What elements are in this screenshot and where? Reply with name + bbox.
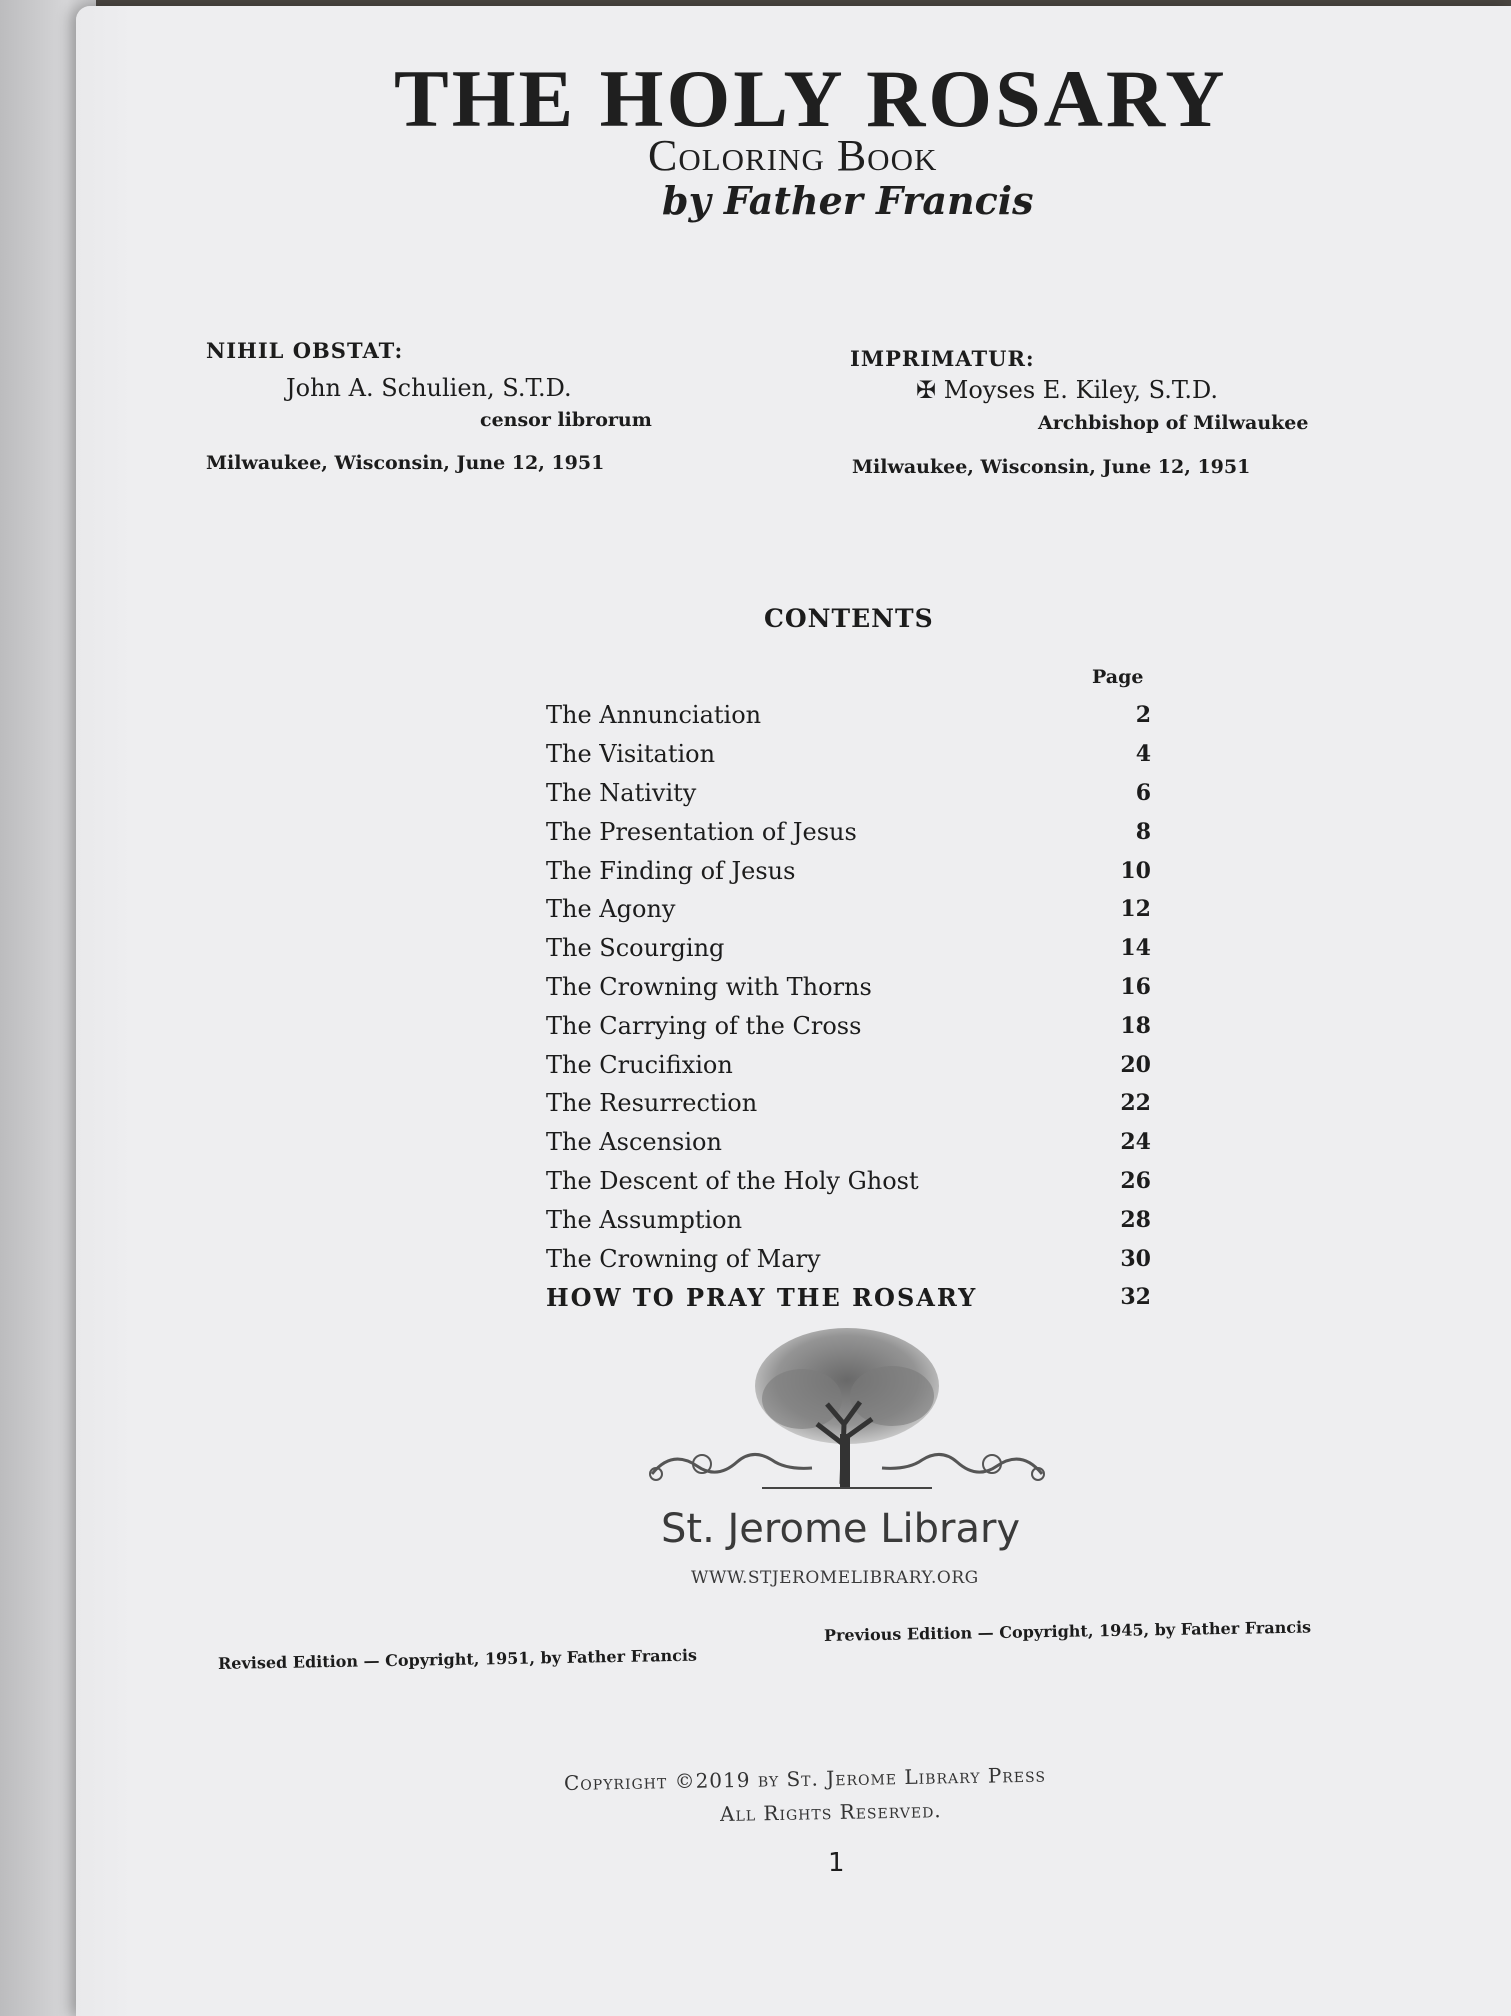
toc-entry-title: The Crucifixion <box>546 1050 733 1079</box>
rights-reserved-line: All Rights Reserved. <box>719 1798 942 1826</box>
toc-entry-title: The Assumption <box>546 1205 743 1234</box>
table-of-contents <box>546 696 1151 1317</box>
toc-entry <box>546 1239 1151 1278</box>
book-title: THE HOLY ROSARY <box>394 53 1228 144</box>
toc-entry-title: The Nativity <box>546 778 697 807</box>
toc-entry-page: 4 <box>1135 741 1151 768</box>
toc-entry-title: The Presentation of Jesus <box>546 817 857 846</box>
toc-entry <box>546 1162 1151 1201</box>
book-subtitle: Coloring Book <box>648 131 938 180</box>
library-name: St. Jerome Library <box>661 1506 1021 1552</box>
imprimatur-label: IMPRIMATUR: <box>850 346 1035 371</box>
toc-entry <box>546 1278 1151 1317</box>
nihil-obstat-place-date: Milwaukee, Wisconsin, June 12, 1951 <box>206 452 605 474</box>
previous-edition-note: Previous Edition — Copyright, 1945, by Father Francis <box>823 1617 1312 1645</box>
toc-entry-title: The Crowning of Mary <box>546 1244 821 1273</box>
toc-entry-page: 24 <box>1120 1129 1151 1156</box>
toc-entry <box>546 968 1151 1007</box>
toc-entry-title: The Finding of Jesus <box>546 856 796 885</box>
toc-entry <box>546 735 1151 774</box>
toc-entry-page: 22 <box>1120 1090 1151 1117</box>
toc-entry-page: 20 <box>1120 1051 1151 1078</box>
toc-entry <box>546 1006 1151 1045</box>
toc-entry-page: 12 <box>1120 896 1151 923</box>
library-url: WWW.STJEROMELIBRARY.ORG <box>691 1568 979 1588</box>
revised-edition-note: Revised Edition — Copyright, 1951, by Father Francis <box>217 1645 698 1673</box>
toc-entry-title: The Ascension <box>546 1128 722 1157</box>
toc-entry-title: The Annunciation <box>546 701 762 730</box>
toc-entry-page: 14 <box>1120 935 1151 962</box>
toc-entry <box>546 774 1151 813</box>
toc-entry-page: 2 <box>1135 702 1151 729</box>
page-number: 1 <box>828 1848 845 1878</box>
toc-entry-title: HOW TO PRAY THE ROSARY <box>546 1282 978 1312</box>
nihil-obstat-role: censor librorum <box>480 409 652 431</box>
imprimatur-role: Archbishop of Milwaukee <box>1038 412 1309 434</box>
page-column-heading: Page <box>1092 666 1144 688</box>
book-author: by Father Francis <box>662 178 1034 223</box>
toc-entry-title: The Agony <box>546 895 676 924</box>
toc-entry-page: 10 <box>1120 857 1151 884</box>
imprimatur-place-date: Milwaukee, Wisconsin, June 12, 1951 <box>852 456 1251 478</box>
toc-entry-page: 16 <box>1120 973 1151 1000</box>
toc-entry-page: 26 <box>1120 1167 1151 1194</box>
toc-entry-title: The Crowning with Thorns <box>546 972 872 1001</box>
imprimatur-name: ✠ Moyses E. Kiley, S.T.D. <box>916 376 1219 404</box>
toc-entry-page: 8 <box>1135 818 1151 845</box>
toc-entry-page: 28 <box>1120 1206 1151 1233</box>
toc-entry <box>546 890 1151 929</box>
toc-entry-title: The Visitation <box>546 740 716 769</box>
nihil-obstat-label: NIHIL OBSTAT: <box>206 338 404 363</box>
nihil-obstat-name: John A. Schulien, S.T.D. <box>286 374 572 402</box>
toc-entry-title: The Descent of the Holy Ghost <box>546 1166 919 1195</box>
toc-entry-title: The Resurrection <box>546 1089 758 1118</box>
toc-entry-title: The Scourging <box>546 934 725 963</box>
toc-entry <box>546 1045 1151 1084</box>
toc-entry-title: The Carrying of the Cross <box>546 1011 862 1040</box>
toc-entry <box>546 1123 1151 1162</box>
toc-entry-page: 30 <box>1120 1245 1151 1272</box>
toc-entry <box>546 1084 1151 1123</box>
toc-entry-page: 6 <box>1135 779 1151 806</box>
toc-entry <box>546 851 1151 890</box>
toc-entry-page: 18 <box>1120 1012 1151 1039</box>
contents-heading: CONTENTS <box>764 604 934 633</box>
tree-icon <box>642 1324 1052 1499</box>
toc-entry <box>546 1200 1151 1239</box>
toc-entry <box>546 929 1151 968</box>
toc-entry <box>546 696 1151 735</box>
toc-entry-page: 32 <box>1120 1284 1151 1311</box>
book-page <box>76 6 1511 2016</box>
copyright-line: Copyright ©2019 by St. Jerome Library Press <box>563 1762 1047 1795</box>
toc-entry <box>546 812 1151 851</box>
